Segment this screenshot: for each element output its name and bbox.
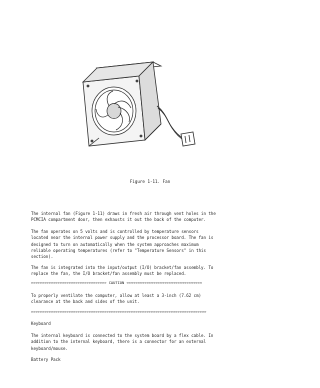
caution-end-divider: >>>>>>>>>>>>>>>>>>>>>>>>>>>>>>>>>>>>>>>>>>>>>>>>>>>>>>>>>>>>>>>>>>>>>>>>>>>>>>> <box>31 310 207 314</box>
text-line: section). <box>31 254 54 260</box>
text-line: The internal fan (Figure 1-11) draws in fresh air through vent holes in the <box>31 211 216 216</box>
text-line: PCMCIA compartment door, then exhausts it out the back of the computer. <box>31 217 206 223</box>
paragraph-caution-text <box>31 293 293 306</box>
text-line: addition to the internal keyboard, there is a connector for an external <box>31 339 206 345</box>
paragraph-keyboard <box>31 333 293 352</box>
text-line: clearance at the back and sides of the unit. <box>31 299 140 305</box>
text-line: To properly ventilate the computer, allow at least a 3-inch (7.62 cm) <box>31 293 202 298</box>
fan-rotor <box>92 87 136 135</box>
section-heading-keyboard: Keyboard <box>31 321 51 326</box>
paragraph-fan-operation <box>31 229 293 260</box>
text-line: located near the internal power supply and the processor board. The fan is <box>31 235 214 241</box>
figure-caption: Figure 1-11. Fan <box>129 179 171 184</box>
text-line: The internal keyboard is connected to the system board by a flex cable. In <box>31 333 214 338</box>
text-line: replace the fan, the I/O bracket/fan assembly must be replaced. <box>31 271 187 277</box>
caution-divider: >>>>>>>>>>>>>>>>>>>>>>>>>>>>>>>>>> CAUTION <<<<<<<<<<<<<<<<<<<<<<<<<<<<<<<<<< <box>31 281 202 285</box>
text-line: The fan is integrated into the input/output (I/O) bracket/fan assembly. To <box>31 265 214 270</box>
section-heading-battery-pack: Battery Pack <box>31 357 61 362</box>
paragraph-fan-airflow <box>31 211 293 224</box>
text-line: reliable operating temperatures (refer to "Temperature Sensors" in this <box>31 247 206 253</box>
text-line: keyboard/mouse. <box>31 345 68 351</box>
text-line: designed to turn on automatically when the system approaches maximum <box>31 241 199 247</box>
fan-illustration <box>75 60 205 180</box>
text-line: The fan operates on 5 volts and is controlled by temperature sensors <box>31 229 199 234</box>
fan-connector <box>181 132 195 146</box>
paragraph-fan-replacement <box>31 265 293 278</box>
